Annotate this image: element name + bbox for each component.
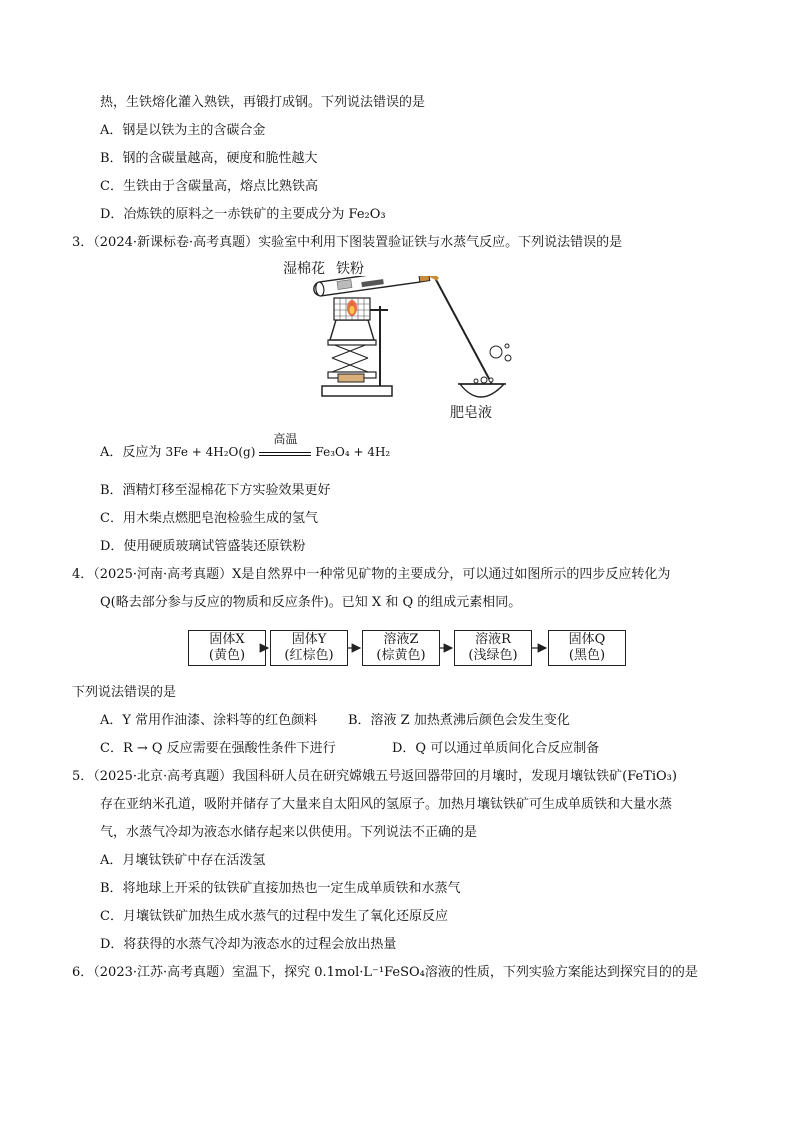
flow-box-y-color: (红棕色) [284, 648, 334, 663]
q3-option-a [100, 432, 391, 462]
flow-box-y-name: 固体Y [291, 632, 327, 647]
q4-after: 下列说法错误的是 [72, 685, 177, 700]
q3-option-b: B．酒精灯移至湿棉花下方实验效果更好 [100, 483, 331, 498]
q2-option-d: D．冶炼铁的原料之一赤铁矿的主要成分为 Fe₂O₃ [100, 207, 386, 222]
q5-option-d: D．将获得的水蒸气冷却为液态水的过程会放出热量 [100, 937, 397, 952]
q5-option-c: C．月壤钛铁矿加热生成水蒸气的过程中发生了氧化还原反应 [100, 909, 448, 924]
q4-option-a: A．Y 常用作油漆、涂料等的红色颜料 [100, 713, 318, 728]
q3-option-c: C．用木柴点燃肥皂泡检验生成的氢气 [100, 511, 318, 526]
q5-option-b: B．将地球上开采的钛铁矿直接加热也一定生成单质铁和水蒸气 [100, 881, 461, 896]
q5-head: 5．（2025·北京·高考真题）我国科研人员在研究嫦娥五号返回器带回的月壤时，发现月壤钛铁矿(FeTiO₃) [72, 769, 677, 784]
iron-steam-apparatus-figure [280, 256, 520, 426]
flow-arrows [0, 628, 794, 668]
q4-option-b: B．溶液 Z 加热煮沸后颜色会发生变化 [348, 713, 570, 728]
q3-head: 3．（2024·新课标卷·高考真题）实验室中利用下图装置验证铁与水蒸气反应。下列说法错误的是 [72, 235, 623, 250]
q4-head: 4．（2025·河南·高考真题）X是自然界中一种常见矿物的主要成分，可以通过如图所示的四步反应转化为 [72, 567, 671, 582]
q2-option-b: B．钢的含碳量越高，硬度和脆性越大 [100, 151, 318, 166]
q3-eq-condition: 高温 [273, 432, 298, 446]
label-soap-solution: 肥皂液 [450, 405, 492, 421]
flow-box-r-name: 溶液R [475, 632, 511, 647]
flow-box-x-name: 固体X [209, 632, 245, 647]
q5-option-a: A．月壤钛铁矿中存在活泼氢 [100, 853, 266, 868]
flow-box-q-name: 固体Q [568, 632, 606, 647]
q3-option-a-prefix: A．反应为 [100, 445, 162, 460]
q3-eq-right: Fe₃O₄ + 4H₂ [315, 445, 391, 459]
q2-option-c: C．生铁由于含碳量高，熔点比熟铁高 [100, 179, 318, 194]
q4-option-d: D．Q 可以通过单质间化合反应制备 [392, 741, 600, 756]
q4-option-c: C．R → Q 反应需要在强酸性条件下进行 [100, 741, 336, 756]
q3-eq-arrow [255, 432, 315, 461]
q4-head-cont: Q(略去部分参与反应的物质和反应条件)。已知 X 和 Q 的组成元素相同。 [100, 595, 522, 610]
flow-box-z-name: 溶液Z [383, 632, 419, 647]
q6-head: 6．（2023·江苏·高考真题）室温下，探究 0.1mol·L⁻¹FeSO₄溶液的性质，下列实验方案能达到探究目的的是 [72, 965, 698, 980]
q2-stem-tail: 热，生铁熔化灌入熟铁，再锻打成钢。下列说法错误的是 [100, 95, 426, 110]
q2-option-a: A．钢是以铁为主的含碳合金 [100, 123, 266, 138]
apparatus-drawing [280, 276, 520, 416]
label-iron-powder: 铁粉 [336, 261, 364, 277]
flow-box-z-color: (棕黄色) [376, 648, 426, 663]
flow-box-r-color: (浅绿色) [468, 648, 518, 663]
q3-eq-left: 3Fe + 4H₂O(g) [165, 445, 256, 459]
flow-box-x-color: (黄色) [208, 648, 246, 663]
q5-line-2: 气，水蒸气冷却为液态水储存起来以供使用。下列说法不正确的是 [100, 825, 478, 840]
label-wet-cotton: 湿棉花 [283, 261, 325, 277]
flow-box-q-color: (黑色) [568, 648, 606, 663]
q3-option-d: D．使用硬质玻璃试管盛装还原铁粉 [100, 539, 306, 554]
q5-line-1: 存在亚纳米孔道，吸附并储存了大量来自太阳风的氢原子。加热月壤钛铁矿可生成单质铁和大量水蒸 [100, 797, 673, 812]
